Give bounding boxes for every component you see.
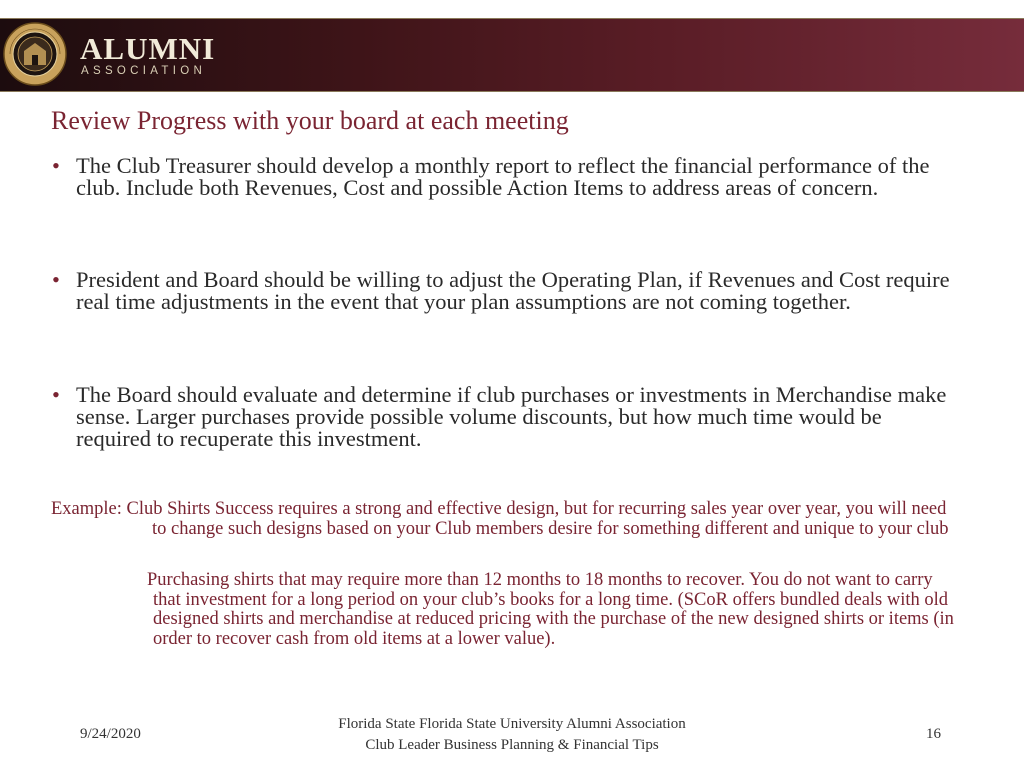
bullet-icon: •	[52, 267, 60, 292]
page-number: 16	[926, 726, 941, 742]
bullet-item	[52, 155, 962, 199]
example-paragraph	[51, 499, 951, 539]
header-banner	[0, 18, 1024, 92]
footer-date: 9/24/2020	[80, 726, 141, 742]
bullet-text: President and Board should be willing to adjust the Operating Plan, if Revenues and Cost require real time adjustments in the event that your plan assumptions are not coming together.	[76, 267, 950, 314]
footer-line-2: Club Leader Business Planning & Financial Tips	[365, 737, 659, 753]
bullet-item	[52, 384, 962, 450]
brand-subtitle: ASSOCIATION	[81, 65, 207, 77]
slide-title: Review Progress with your board at each meeting	[51, 106, 569, 135]
bullet-text: The Club Treasurer should develop a monthly report to reflect the financial performance of the club. Include both Revenues, Cost and possible Action Items to address areas of concern.	[76, 153, 930, 200]
bullet-item	[52, 269, 962, 313]
example-text: Example: Club Shirts Success requires a strong and effective design, but for recurring sales year over year, you will need to change such designs based on your Club members desire for something different and unique to your club	[51, 499, 949, 539]
brand-wordmark: ALUMNI	[80, 31, 216, 66]
bullet-icon: •	[52, 153, 60, 178]
fsu-seal-logo	[2, 21, 68, 87]
example-followup-text: Purchasing shirts that may require more than 12 months to 18 months to recover. You do not want to carry that investment for a long period on your club’s books for a long time. (SCoR offers bundled deals with old designed shirts and merchandise at reduced pricing with the purchase of the new designed shirts or items (in order to recover cash from old items at a lower value).	[147, 570, 954, 649]
footer-caption	[262, 714, 762, 756]
footer-line-1: Florida State Florida State University Alumni Association	[338, 716, 686, 732]
bullet-text: The Board should evaluate and determine if club purchases or investments in Merchandise make sense. Larger purchases provide possible volume discounts, but how much time would be required to recuperate this investment.	[76, 382, 947, 451]
bullet-icon: •	[52, 382, 60, 407]
